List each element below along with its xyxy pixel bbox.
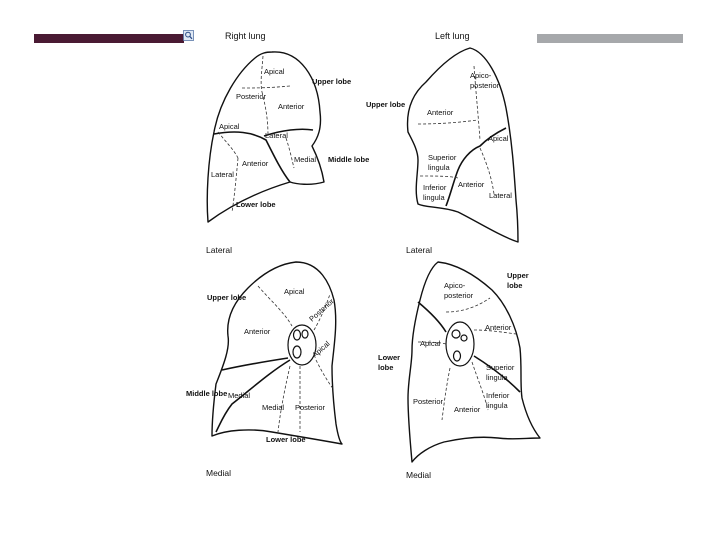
view-caption: Medial <box>206 468 232 478</box>
segment-label: Apical <box>219 122 240 131</box>
segment-label: Superior <box>428 153 457 162</box>
lobe-label: Lower lobe <box>236 200 276 209</box>
segment-label: Apical <box>264 67 285 76</box>
segment-label: Inferior <box>423 183 447 192</box>
segment-label: Inferior <box>486 391 510 400</box>
segment-label: Anterior <box>427 108 454 117</box>
view-caption: Medial <box>406 470 432 480</box>
segment-label: Medial <box>262 403 285 412</box>
view-caption: Lateral <box>206 245 232 255</box>
segment-label: Posterior <box>413 397 444 406</box>
segment-label: posterior <box>444 291 474 300</box>
segment-label: Apical <box>420 339 441 348</box>
segment-label: Anterior <box>242 159 269 168</box>
segment-label: Anterior <box>244 327 271 336</box>
segment-label: lingula <box>486 401 508 410</box>
lobe-label: Upper lobe <box>366 100 406 109</box>
left-medial-oblique-fissure <box>418 302 446 332</box>
segment-label: Apical <box>284 287 305 296</box>
segment-label: Lateral <box>211 170 234 179</box>
segment-label: Anterior <box>485 323 512 332</box>
segment-label: lingula <box>428 163 450 172</box>
lobe-label: Upper lobe <box>312 77 352 86</box>
segment-label: posterior <box>470 81 500 90</box>
segment-label: Posterior <box>236 92 267 101</box>
left-lateral-outline <box>408 48 518 242</box>
segment-label: Anterior <box>454 405 481 414</box>
segment-label: Medial <box>294 155 317 164</box>
hilum <box>288 325 316 365</box>
left-medial-outline <box>408 262 540 462</box>
segment-label: lingula <box>423 193 445 202</box>
segment-label: Lateral <box>265 131 288 140</box>
left-lung-title: Left lung <box>435 31 470 41</box>
left-lung-lateral <box>408 48 518 242</box>
lobe-label: lobe <box>507 281 523 290</box>
lobe-label: Upper <box>507 271 529 280</box>
segment-label: Anterior <box>458 180 485 189</box>
segment-label: Medial <box>228 391 251 400</box>
lobe-label: Middle lobe <box>328 155 370 164</box>
view-caption: Lateral <box>406 245 432 255</box>
lobe-label: Lower lobe <box>266 435 306 444</box>
right-lung-title: Right lung <box>225 31 266 41</box>
segment-label: Posterior <box>295 403 326 412</box>
lobe-label: Upper lobe <box>207 293 247 302</box>
segment-label: Superior <box>486 363 515 372</box>
lobe-label: Middle lobe <box>186 389 228 398</box>
segment-label: Posterior <box>307 296 336 324</box>
left-lung-medial <box>408 262 540 462</box>
segment-label: lingula <box>486 373 508 382</box>
lobe-label: lobe <box>378 363 394 372</box>
segment-label: Apical <box>310 339 332 360</box>
segment-label: Lateral <box>489 191 512 200</box>
segment-label: Apico- <box>444 281 466 290</box>
segment-label: Apico- <box>470 71 492 80</box>
lobe-label: Lower <box>378 353 401 362</box>
segment-label: Apical <box>488 134 509 143</box>
segment-label: Anterior <box>278 102 305 111</box>
